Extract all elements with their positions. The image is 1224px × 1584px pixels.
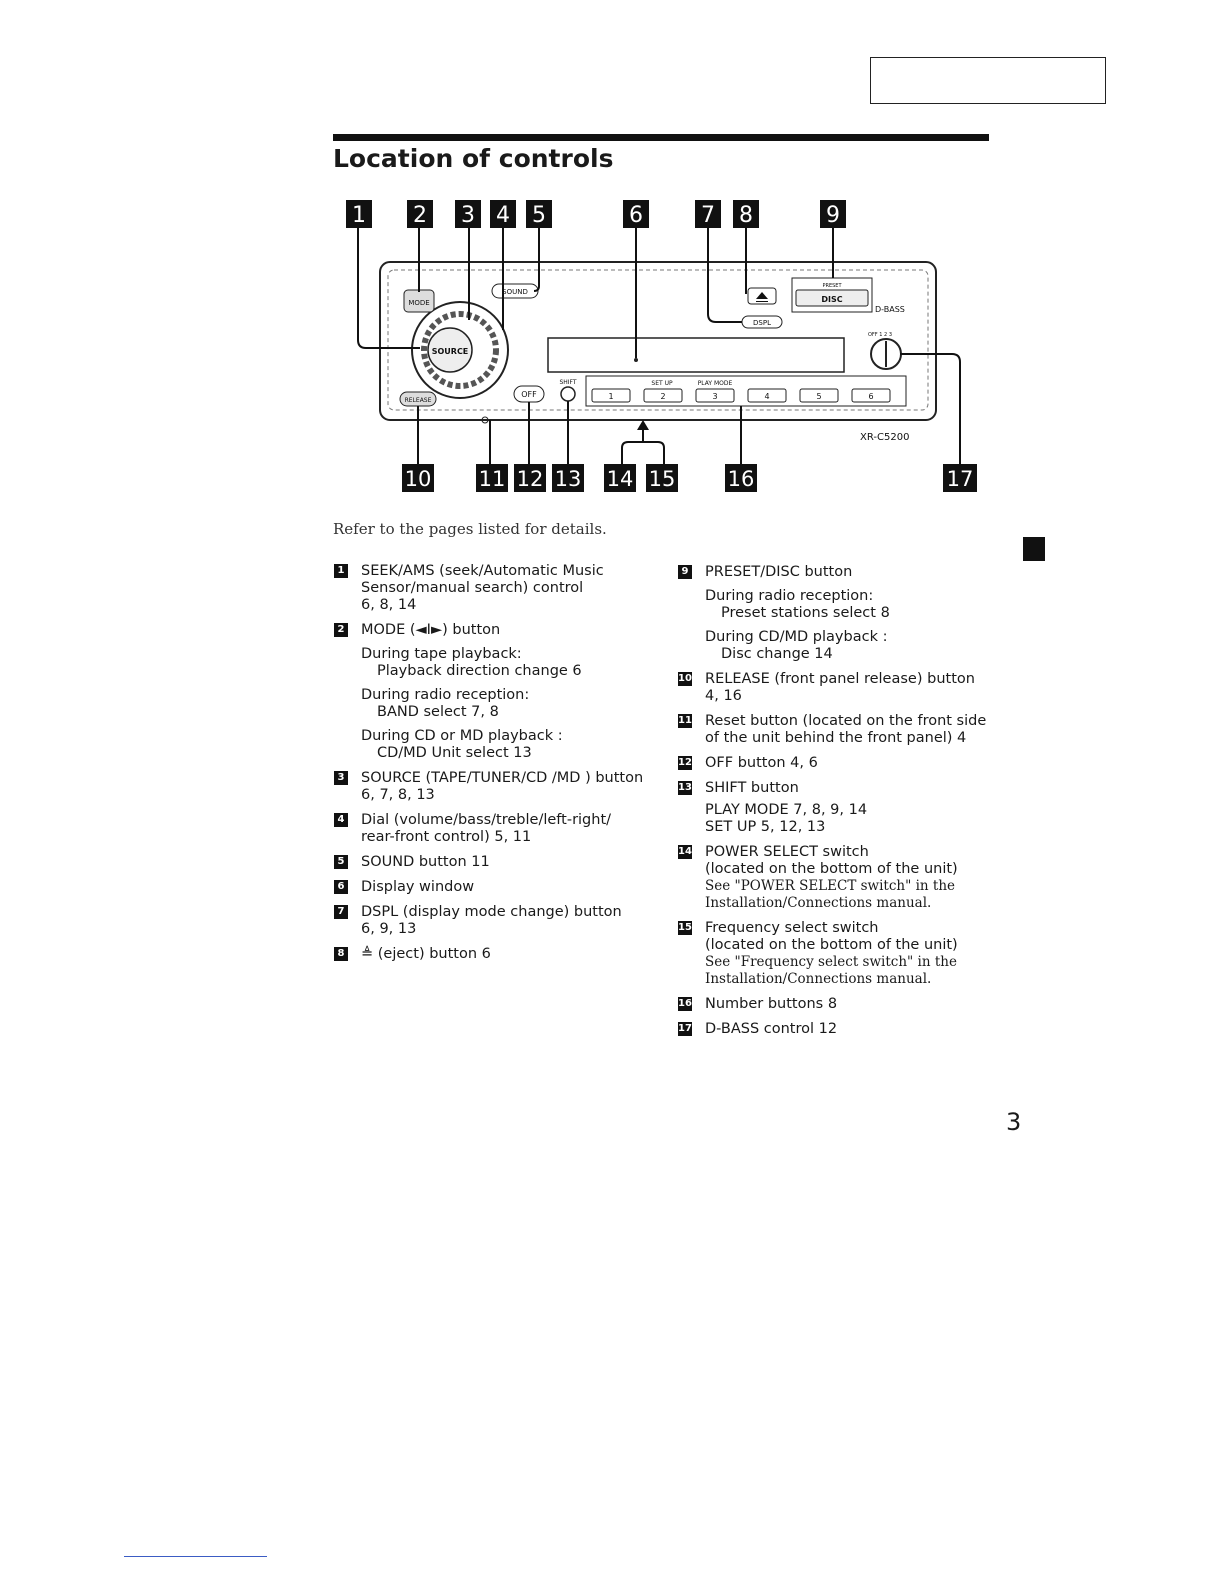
item-number-badge: 4	[334, 813, 348, 827]
playmode-label: PLAY MODE	[697, 380, 733, 387]
left-column	[334, 563, 654, 971]
item-title: PRESET/DISC button	[705, 564, 853, 580]
sub-heading: During tape playback:	[361, 646, 522, 662]
sub-body: BAND select 7, 8	[377, 704, 499, 720]
disc-button-label: DISC	[821, 295, 843, 304]
setup-label: SET UP	[651, 380, 673, 387]
item-pages: 6, 8, 14	[361, 597, 417, 613]
callout-8-label: 8	[739, 203, 753, 228]
callout-11-label: 11	[478, 467, 506, 491]
number-button-5-label: 5	[816, 392, 822, 401]
control-item-12	[678, 755, 998, 772]
callout-17-label: 17	[946, 467, 974, 491]
item-title: MODE (◄I►) button	[361, 622, 501, 638]
callout-3-label: 3	[461, 203, 475, 228]
number-button-2-label: 2	[660, 392, 666, 401]
item-number-badge: 11	[678, 715, 692, 726]
controls-diagram	[340, 190, 990, 500]
item-number-badge: 9	[678, 565, 692, 579]
item-number-badge: 10	[678, 673, 692, 684]
callout-16-label: 16	[727, 467, 755, 491]
item-number-badge: 14	[678, 846, 692, 857]
item-mode-line: PLAY MODE 7, 8, 9, 14	[705, 802, 868, 818]
model-label: XR-C5200	[860, 432, 910, 443]
control-item-15	[678, 920, 998, 988]
display-window	[548, 338, 844, 372]
refer-text: Refer to the pages listed for details.	[333, 520, 607, 538]
control-item-13	[678, 780, 998, 836]
item-title: SEEK/AMS (seek/Automatic Music Sensor/manual search) control	[361, 563, 604, 596]
item-sub-entry	[361, 646, 654, 680]
item-pages: 6, 9, 13	[361, 921, 417, 937]
control-item-7	[334, 904, 654, 938]
control-item-8	[334, 946, 654, 963]
source-knob-label: SOURCE	[431, 347, 469, 356]
sub-heading: During CD/MD playback :	[705, 629, 888, 645]
page-title: Location of controls	[333, 144, 614, 173]
item-number-badge: 7	[334, 905, 348, 919]
item-title: DSPL (display mode change) button	[361, 904, 622, 920]
item-title: Reset button (located on the front side of the unit behind the front panel) 4	[705, 713, 987, 746]
item-number-badge: 12	[678, 757, 692, 768]
control-item-5	[334, 854, 654, 871]
control-item-1	[334, 563, 654, 614]
callout-13-label: 13	[554, 467, 582, 491]
shift-button	[561, 387, 575, 401]
dspl-button-label: DSPL	[753, 319, 771, 327]
item-title: ≜ (eject) button 6	[361, 946, 491, 962]
item-note: See "Frequency select switch" in the Installation/Connections manual.	[705, 954, 957, 987]
callout-7-label: 7	[701, 203, 715, 228]
item-sub-entry	[361, 687, 654, 721]
callout-12-label: 12	[516, 467, 544, 491]
item-title: SOURCE (TAPE/TUNER/CD /MD ) button	[361, 770, 644, 786]
item-number-badge: 2	[334, 623, 348, 637]
item-title: RELEASE (front panel release) button	[705, 671, 975, 687]
dbass-scale: OFF 1 2 3	[868, 332, 892, 338]
callout-14-label: 14	[606, 467, 634, 491]
title-rule	[333, 134, 989, 141]
item-number-badge: 1	[334, 564, 348, 578]
item-number-badge: 3	[334, 771, 348, 785]
callout-2-label: 2	[413, 203, 427, 228]
callout-6-label: 6	[629, 203, 643, 228]
callout-15-label: 15	[648, 467, 676, 491]
callout-4-label: 4	[496, 203, 510, 228]
item-pages: 6, 7, 8, 13	[361, 787, 435, 803]
control-item-14	[678, 844, 998, 912]
control-item-3	[334, 770, 654, 804]
callout-9-label: 9	[826, 203, 840, 228]
control-item-9	[678, 564, 998, 663]
corner-box	[870, 57, 1106, 104]
sound-button-label: SOUND	[502, 288, 528, 296]
item-note: See "POWER SELECT switch" in the Installation/Connections manual.	[705, 878, 956, 911]
item-sub-entry	[705, 629, 998, 663]
callouts-bottom	[402, 464, 977, 492]
item-number-badge: 6	[334, 880, 348, 894]
preset-label: PRESET	[822, 283, 842, 289]
item-title: Number buttons 8	[705, 996, 838, 1012]
item-number-badge: 5	[334, 855, 348, 869]
footer-link-line	[124, 1556, 267, 1557]
sub-body: Disc change 14	[721, 646, 833, 662]
leader-14-15-arrow	[637, 420, 649, 430]
display-dot	[634, 358, 638, 362]
sub-heading: During CD or MD playback :	[361, 728, 563, 744]
number-button-3-label: 3	[712, 392, 718, 401]
mode-button-label: MODE	[408, 299, 430, 307]
sub-body: Playback direction change 6	[377, 663, 582, 679]
item-sub-entry	[361, 728, 654, 762]
off-button-label: OFF	[521, 390, 537, 399]
shift-label: SHIFT	[559, 379, 577, 386]
item-sub-entry	[705, 588, 998, 622]
control-item-4	[334, 812, 654, 846]
item-number-badge: 8	[334, 947, 348, 961]
item-mode-line: SET UP 5, 12, 13	[705, 819, 826, 835]
callout-1-label: 1	[352, 203, 366, 228]
item-number-badge: 15	[678, 922, 692, 933]
number-button-1-label: 1	[608, 392, 614, 401]
control-item-11	[678, 713, 998, 747]
number-button-6-label: 6	[868, 392, 874, 401]
item-number-badge: 16	[678, 998, 692, 1009]
control-item-17	[678, 1021, 998, 1038]
side-tab-marker	[1023, 537, 1045, 561]
right-column	[678, 564, 998, 1046]
item-title: SHIFT button	[705, 780, 799, 796]
control-item-16	[678, 996, 998, 1013]
release-button-label: RELEASE	[404, 397, 432, 404]
callouts-top	[346, 200, 846, 228]
item-title: SOUND button 11	[361, 854, 490, 870]
item-title: D-BASS control 12	[705, 1021, 838, 1037]
control-item-6	[334, 879, 654, 896]
callout-10-label: 10	[404, 467, 432, 491]
number-button-4-label: 4	[764, 392, 770, 401]
item-title: Dial (volume/bass/treble/left-right/ rear-front control) 5, 11	[361, 812, 612, 845]
page-number: 3	[1006, 1108, 1022, 1136]
leader-14-15	[622, 442, 664, 464]
sub-body: Preset stations select 8	[721, 605, 890, 621]
item-title: Display window	[361, 879, 475, 895]
control-item-10	[678, 671, 998, 705]
item-title: Frequency select switch (located on the bottom of the unit)	[705, 920, 958, 953]
item-number-badge: 13	[678, 782, 692, 793]
item-title: POWER SELECT switch (located on the bottom of the unit)	[705, 844, 958, 877]
dbass-label: D-BASS	[875, 305, 905, 314]
callout-5-label: 5	[532, 203, 546, 228]
item-pages: 4, 16	[705, 688, 742, 704]
sub-heading: During radio reception:	[705, 588, 874, 604]
control-item-2	[334, 622, 654, 762]
item-number-badge: 17	[678, 1023, 692, 1034]
item-title: OFF button 4, 6	[705, 755, 818, 771]
sub-heading: During radio reception:	[361, 687, 530, 703]
sub-body: CD/MD Unit select 13	[377, 745, 532, 761]
